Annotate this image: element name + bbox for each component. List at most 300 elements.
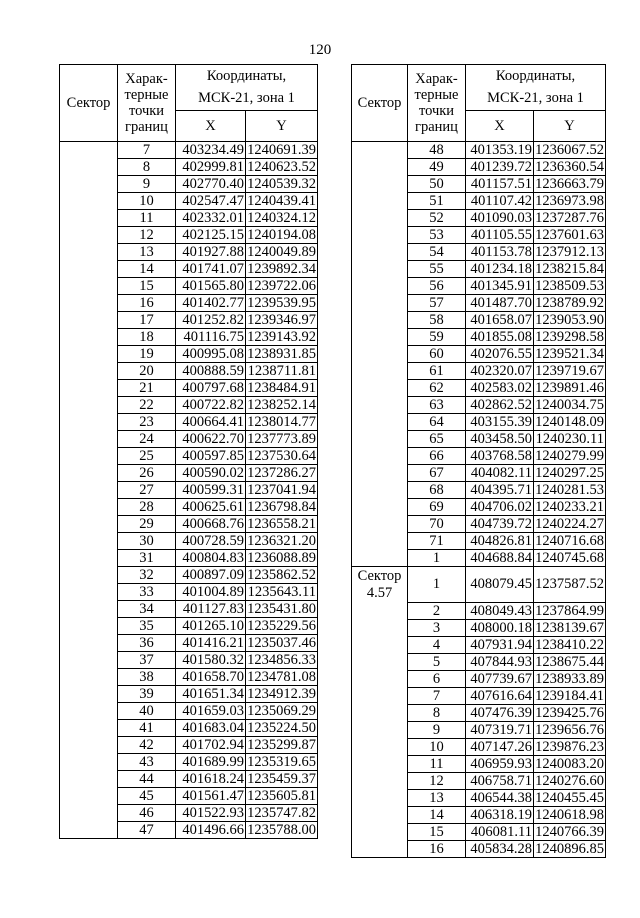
table-row — [60, 227, 318, 244]
sector-cell — [60, 465, 118, 482]
table-row — [352, 738, 606, 755]
y-cell: 1240034.75 — [535, 397, 604, 413]
sector-cell — [352, 533, 408, 550]
sector-cell — [60, 363, 118, 380]
table-row — [352, 176, 606, 193]
x-cell: 403234.49 — [176, 142, 246, 159]
point-cell: 40 — [118, 703, 176, 720]
y-cell: 1234781.08 — [247, 669, 316, 685]
point-cell: 15 — [118, 278, 176, 295]
sector-cell — [352, 738, 408, 755]
sector-cell — [352, 482, 408, 499]
table-row — [60, 448, 318, 465]
x-cell: 401702.94 — [176, 737, 246, 754]
x-cell: 407844.93 — [466, 653, 534, 670]
sector-cell — [60, 210, 118, 227]
x-cell: 400597.85 — [176, 448, 246, 465]
sector-cell — [352, 465, 408, 482]
y-cell: 1239722.06 — [247, 278, 316, 294]
y-cell: 1240439.41 — [247, 193, 316, 209]
table-row — [60, 278, 318, 295]
x-cell: 406081.11 — [466, 823, 534, 840]
point-cell: 10 — [118, 193, 176, 210]
x-cell: 405834.28 — [466, 840, 534, 857]
x-cell: 402862.52 — [466, 397, 534, 414]
x-cell: 404688.84 — [466, 550, 534, 567]
table-row — [352, 295, 606, 312]
sector-cell — [352, 159, 408, 176]
sector-cell — [352, 363, 408, 380]
x-cell: 401105.55 — [466, 227, 534, 244]
table-row — [60, 380, 318, 397]
y-cell: 1239539.95 — [247, 295, 316, 311]
table-row — [352, 619, 606, 636]
table-row — [352, 602, 606, 619]
y-cell: 1235299.87 — [247, 737, 316, 753]
sector-cell — [60, 652, 118, 669]
sector-cell — [352, 397, 408, 414]
y-cell: 1240539.32 — [247, 176, 316, 192]
point-cell: 24 — [118, 431, 176, 448]
y-cell: 1240276.60 — [535, 772, 604, 789]
table-row — [60, 771, 318, 788]
table-row — [60, 618, 318, 635]
x-cell: 401353.19 — [466, 142, 534, 159]
table-row — [60, 686, 318, 703]
table-row — [352, 142, 606, 159]
point-cell: 2 — [408, 602, 466, 619]
table-row — [352, 687, 606, 704]
y-cell: 1238711.81 — [246, 363, 318, 380]
sector-cell — [60, 346, 118, 363]
y-cell: 1235224.50 — [247, 720, 316, 736]
table-row — [60, 788, 318, 805]
point-cell: 30 — [118, 533, 176, 550]
x-cell: 401157.51 — [466, 176, 534, 193]
table-row — [60, 329, 318, 346]
sector-cell — [60, 193, 118, 210]
header-y: Y — [246, 110, 318, 141]
x-cell: 401496.66 — [176, 822, 246, 839]
point-cell: 34 — [118, 601, 176, 618]
point-cell: 16 — [118, 295, 176, 312]
point-cell: 49 — [408, 159, 466, 176]
point-cell: 29 — [118, 516, 176, 533]
y-cell: 1237587.52 — [534, 567, 606, 603]
table-row — [352, 261, 606, 278]
y-cell: 1235643.11 — [246, 584, 318, 601]
y-cell: 1238931.85 — [247, 346, 316, 362]
y-cell: 1240691.39 — [247, 142, 316, 158]
table-row — [352, 516, 606, 533]
table-row — [60, 159, 318, 176]
point-cell: 70 — [408, 516, 466, 533]
y-cell: 1237601.63 — [535, 227, 604, 243]
x-cell: 401265.10 — [176, 618, 246, 635]
y-cell: 1239719.67 — [535, 363, 604, 379]
x-cell: 401239.72 — [466, 159, 534, 176]
x-cell: 401659.03 — [176, 703, 246, 720]
point-cell: 38 — [118, 669, 176, 686]
y-cell: 1240049.89 — [247, 244, 316, 260]
y-cell: 1240230.11 — [534, 431, 606, 448]
y-cell: 1239298.58 — [535, 329, 604, 345]
table-row — [352, 210, 606, 227]
sector-cell — [60, 788, 118, 805]
header-coordinates: Координаты, МСК-21, зона 1 — [176, 65, 318, 111]
y-cell: 1240716.68 — [535, 533, 604, 549]
sector-cell — [60, 686, 118, 703]
sector-cell — [60, 312, 118, 329]
table-row — [352, 755, 606, 772]
x-cell: 406544.38 — [466, 789, 534, 806]
x-cell: 402770.40 — [176, 176, 246, 193]
point-cell: 11 — [408, 755, 466, 772]
table-row — [352, 806, 606, 823]
table-row — [60, 346, 318, 363]
coordinates-table-right — [351, 64, 606, 858]
table-row — [352, 465, 606, 482]
x-cell: 402320.07 — [466, 363, 534, 380]
y-cell: 1237530.64 — [247, 448, 316, 464]
sector-cell — [60, 142, 118, 159]
sector-cell — [352, 619, 408, 636]
table-row — [60, 754, 318, 771]
table-row — [60, 244, 318, 261]
table-row — [352, 533, 606, 550]
point-cell: 1 — [408, 567, 466, 603]
point-cell: 69 — [408, 499, 466, 516]
point-cell: 32 — [118, 567, 176, 584]
y-cell: 1239053.90 — [535, 312, 604, 328]
sector-cell — [352, 789, 408, 806]
x-cell: 400668.76 — [176, 516, 246, 533]
x-cell: 401651.34 — [176, 686, 246, 703]
x-cell: 401855.08 — [466, 329, 534, 346]
point-cell: 20 — [118, 363, 176, 380]
table-row — [60, 176, 318, 193]
header-x: X — [176, 110, 246, 141]
y-cell: 1237912.13 — [535, 244, 604, 260]
y-cell: 1236558.21 — [247, 516, 316, 532]
table-row — [352, 636, 606, 653]
left-table-body — [60, 142, 318, 839]
point-cell: 62 — [408, 380, 466, 397]
sector-cell — [60, 550, 118, 567]
point-cell: 68 — [408, 482, 466, 499]
sector-cell — [60, 261, 118, 278]
x-cell: 404826.81 — [466, 533, 534, 550]
point-cell: 61 — [408, 363, 466, 380]
right-table-body — [352, 142, 606, 858]
point-cell: 44 — [118, 771, 176, 788]
sector-cell — [60, 448, 118, 465]
x-cell: 401127.83 — [176, 601, 246, 618]
sector-cell — [60, 618, 118, 635]
y-cell: 1237286.27 — [247, 465, 316, 481]
sector-cell — [60, 601, 118, 618]
sector-cell — [60, 176, 118, 193]
point-cell: 54 — [408, 244, 466, 261]
table-row — [352, 159, 606, 176]
sector-cell — [352, 687, 408, 704]
y-cell: 1239656.76 — [535, 721, 604, 738]
x-cell: 401416.21 — [176, 635, 246, 652]
y-cell: 1238484.91 — [247, 380, 316, 396]
y-cell: 1240455.45 — [535, 789, 604, 806]
point-cell: 16 — [408, 840, 466, 857]
table-row — [352, 431, 606, 448]
point-cell: 22 — [118, 397, 176, 414]
sector-cell — [60, 635, 118, 652]
sector-cell — [352, 636, 408, 653]
point-cell: 7 — [118, 142, 176, 159]
table-row — [352, 772, 606, 789]
point-cell: 35 — [118, 618, 176, 635]
table-row — [352, 840, 606, 857]
header-sector: Сектор — [352, 65, 408, 142]
point-cell: 51 — [408, 193, 466, 210]
y-cell: 1239891.46 — [535, 380, 604, 396]
point-cell: 42 — [118, 737, 176, 754]
x-cell: 401658.07 — [466, 312, 534, 329]
x-cell: 401561.47 — [176, 788, 246, 805]
table-row — [352, 227, 606, 244]
point-cell: 18 — [118, 329, 176, 346]
y-cell: 1236067.52 — [535, 142, 604, 158]
point-cell: 8 — [408, 704, 466, 721]
table-row — [60, 822, 318, 839]
x-cell: 401927.88 — [176, 244, 246, 261]
point-cell: 43 — [118, 754, 176, 771]
y-cell: 1238014.77 — [247, 414, 316, 430]
point-cell: 23 — [118, 414, 176, 431]
sector-cell — [352, 193, 408, 210]
table-row — [352, 346, 606, 363]
sector-cell — [352, 653, 408, 670]
y-cell: 1239425.76 — [535, 704, 604, 721]
sector-cell — [352, 278, 408, 295]
point-cell: 17 — [118, 312, 176, 329]
point-cell: 59 — [408, 329, 466, 346]
table-row — [60, 584, 318, 601]
x-cell: 407931.94 — [466, 636, 534, 653]
y-cell: 1239521.34 — [535, 346, 604, 362]
point-cell: 12 — [408, 772, 466, 789]
x-cell: 401345.91 — [466, 278, 534, 295]
y-cell: 1238675.44 — [535, 653, 604, 670]
table-row — [352, 448, 606, 465]
x-cell: 400897.09 — [176, 567, 246, 584]
sector-cell — [352, 516, 408, 533]
sector-cell — [60, 380, 118, 397]
y-cell: 1235037.46 — [247, 635, 316, 651]
sector-cell — [352, 431, 408, 448]
y-cell: 1238139.67 — [535, 619, 604, 636]
sector-cell — [352, 312, 408, 329]
x-cell: 401741.07 — [176, 261, 246, 278]
sector-cell — [352, 380, 408, 397]
y-cell: 1235788.00 — [247, 822, 316, 838]
point-cell: 11 — [118, 210, 176, 227]
point-cell: 50 — [408, 176, 466, 193]
point-cell: 1 — [408, 550, 466, 567]
sector-cell — [352, 210, 408, 227]
x-cell: 404739.72 — [466, 516, 534, 533]
sector-cell — [60, 720, 118, 737]
x-cell: 400599.31 — [176, 482, 246, 499]
x-cell: 400728.59 — [176, 533, 246, 550]
y-cell: 1235605.81 — [247, 788, 316, 804]
point-cell: 8 — [118, 159, 176, 176]
point-cell: 67 — [408, 465, 466, 482]
x-cell: 401004.89 — [176, 584, 246, 601]
x-cell: 402547.47 — [176, 193, 246, 210]
point-cell: 5 — [408, 653, 466, 670]
table-row — [352, 278, 606, 295]
x-cell: 408079.45 — [466, 567, 534, 603]
header-y: Y — [534, 110, 606, 141]
point-cell: 48 — [408, 142, 466, 159]
point-cell: 53 — [408, 227, 466, 244]
sector-cell — [352, 772, 408, 789]
y-cell: 1238789.92 — [535, 295, 604, 311]
point-cell: 58 — [408, 312, 466, 329]
point-cell: 47 — [118, 822, 176, 839]
table-row — [60, 550, 318, 567]
x-cell: 400995.08 — [176, 346, 246, 363]
x-cell: 400625.61 — [176, 499, 246, 516]
y-cell: 1235747.82 — [247, 805, 316, 821]
x-cell: 406959.93 — [466, 755, 534, 772]
table-row — [60, 499, 318, 516]
sector-cell — [60, 295, 118, 312]
y-cell: 1240233.21 — [535, 499, 604, 515]
table-row — [60, 635, 318, 652]
point-cell: 64 — [408, 414, 466, 431]
sector-cell — [352, 721, 408, 738]
sector-cell — [352, 227, 408, 244]
sector-cell — [352, 550, 408, 567]
sector-label: Сектор 4.57 — [357, 568, 402, 601]
x-cell: 400622.70 — [176, 431, 246, 448]
y-cell: 1240224.27 — [535, 516, 604, 532]
table-row — [60, 652, 318, 669]
x-cell: 407739.67 — [466, 670, 534, 687]
sector-cell — [352, 670, 408, 687]
y-cell: 1237773.89 — [247, 431, 316, 447]
point-cell: 13 — [408, 789, 466, 806]
x-cell: 403768.58 — [466, 448, 534, 465]
table-row — [60, 312, 318, 329]
x-cell: 408000.18 — [466, 619, 534, 636]
table-row — [352, 789, 606, 806]
point-cell: 33 — [118, 584, 176, 601]
point-cell: 56 — [408, 278, 466, 295]
y-cell: 1239892.34 — [247, 261, 316, 277]
x-cell: 402999.81 — [176, 159, 246, 176]
x-cell: 401090.03 — [466, 210, 534, 227]
sector-cell — [60, 754, 118, 771]
table-row — [352, 823, 606, 840]
y-cell: 1236360.54 — [535, 159, 604, 175]
table-row — [60, 737, 318, 754]
y-cell: 1234912.39 — [247, 686, 316, 702]
y-cell: 1237864.99 — [535, 602, 604, 619]
y-cell: 1235319.65 — [247, 754, 316, 770]
x-cell: 402076.55 — [466, 346, 534, 363]
y-cell: 1235069.29 — [247, 703, 316, 719]
table-row — [60, 363, 318, 380]
point-cell: 65 — [408, 431, 466, 448]
table-row — [352, 329, 606, 346]
sector-cell — [60, 771, 118, 788]
x-cell: 404395.71 — [466, 482, 534, 499]
x-cell: 400797.68 — [176, 380, 246, 397]
y-cell: 1240766.39 — [535, 823, 604, 840]
header-x: X — [466, 110, 534, 141]
y-cell: 1234856.33 — [247, 652, 316, 668]
x-cell: 407616.64 — [466, 687, 534, 704]
x-cell: 403458.50 — [466, 431, 534, 448]
table-row — [60, 397, 318, 414]
y-cell: 1240324.12 — [247, 210, 316, 226]
sector-cell — [60, 414, 118, 431]
point-cell: 14 — [408, 806, 466, 823]
sector-cell — [60, 737, 118, 754]
table-row — [352, 244, 606, 261]
sector-cell — [60, 482, 118, 499]
sector-cell — [352, 261, 408, 278]
sector-cell — [60, 669, 118, 686]
table-row — [60, 533, 318, 550]
x-cell: 400804.83 — [176, 550, 246, 567]
y-cell: 1235229.56 — [247, 618, 316, 634]
table-row — [352, 380, 606, 397]
y-cell: 1239143.92 — [247, 329, 316, 345]
point-cell: 9 — [408, 721, 466, 738]
point-cell: 14 — [118, 261, 176, 278]
y-cell: 1237041.94 — [247, 482, 316, 498]
sector-cell — [352, 840, 408, 857]
sector-cell — [352, 755, 408, 772]
point-cell: 45 — [118, 788, 176, 805]
table-row — [60, 516, 318, 533]
table-row — [60, 482, 318, 499]
table-row — [60, 142, 318, 159]
sector-cell — [60, 584, 118, 601]
sector-cell — [352, 414, 408, 431]
point-cell: 57 — [408, 295, 466, 312]
table-row — [352, 550, 606, 567]
x-cell: 401234.18 — [466, 261, 534, 278]
x-cell: 401522.93 — [176, 805, 246, 822]
x-cell: 401618.24 — [176, 771, 246, 788]
sector-cell — [60, 159, 118, 176]
sector-cell — [60, 516, 118, 533]
sector-cell — [60, 703, 118, 720]
point-cell: 37 — [118, 652, 176, 669]
sector-cell — [352, 823, 408, 840]
sector-cell — [60, 567, 118, 584]
y-cell: 1238933.89 — [535, 670, 604, 687]
x-cell: 401252.82 — [176, 312, 246, 329]
y-cell: 1237287.76 — [535, 210, 604, 226]
y-cell: 1240623.52 — [247, 159, 316, 175]
y-cell: 1238215.84 — [535, 261, 604, 277]
y-cell: 1239876.23 — [535, 738, 604, 755]
page-number: 120 — [308, 42, 332, 58]
